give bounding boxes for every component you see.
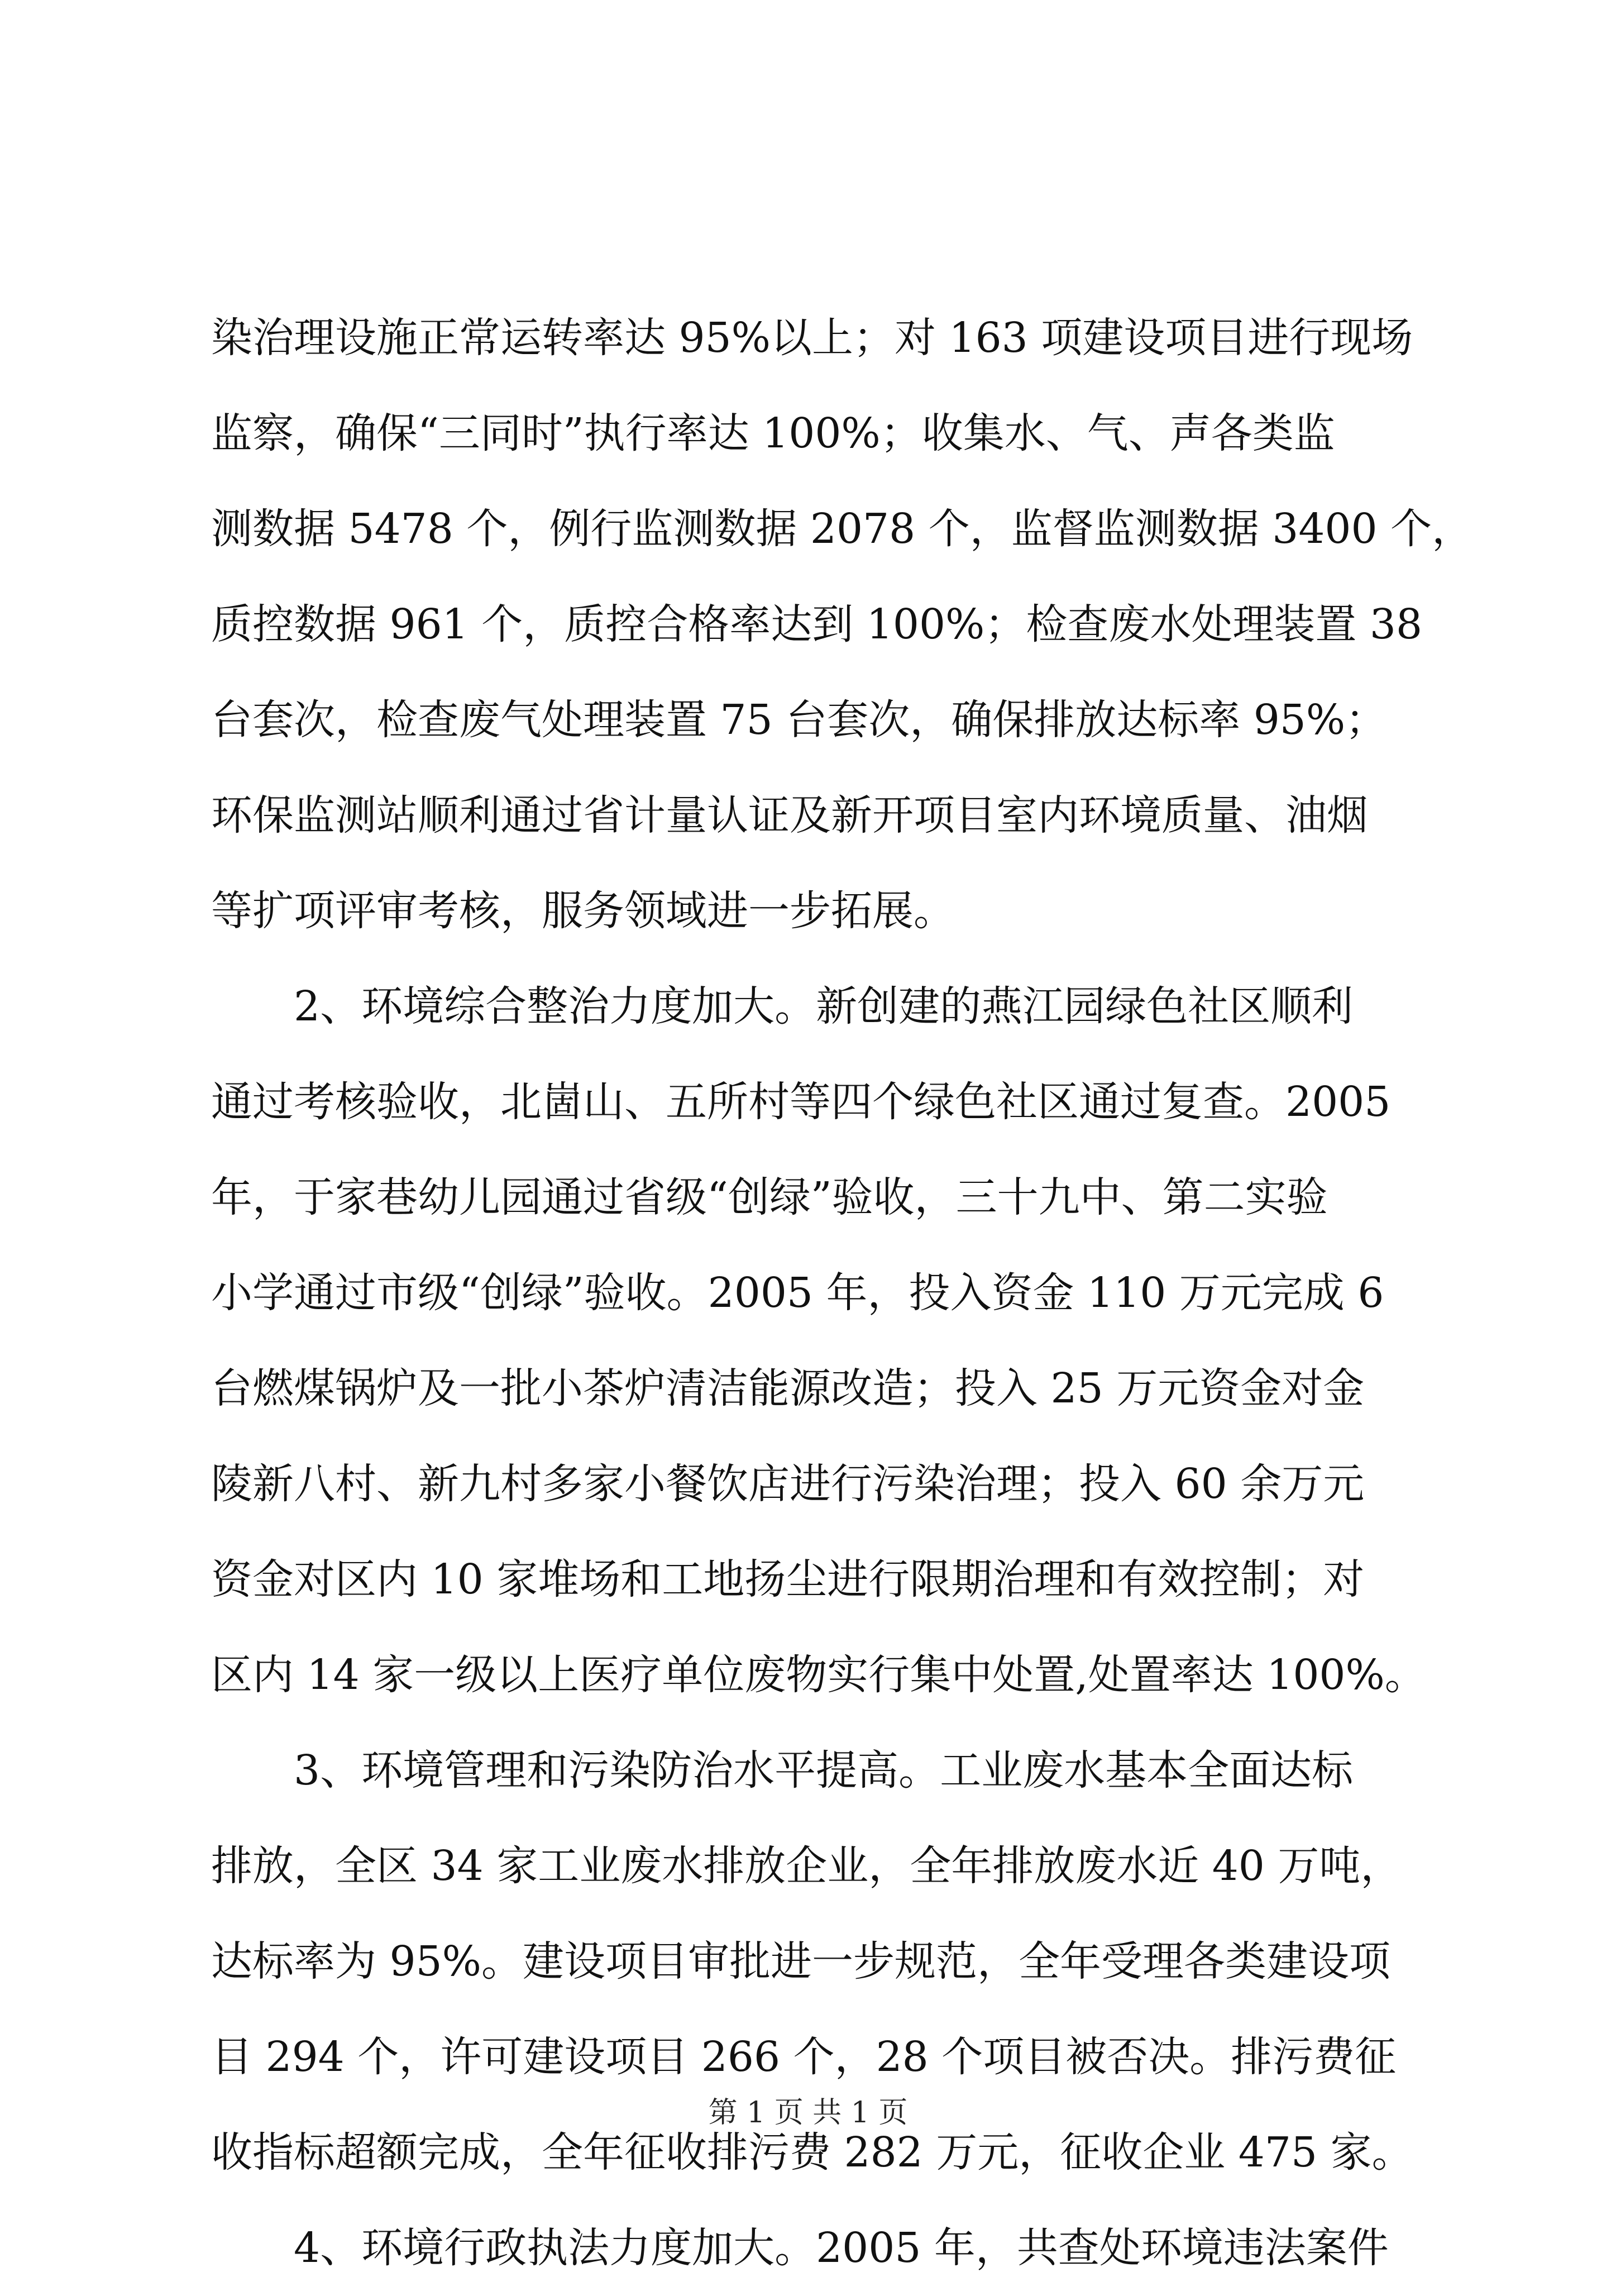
- text-line: 染治理设施正常运转率达 95%以上；对 163 项建设项目进行现场: [211, 314, 1413, 362]
- text-line: 达标率为 95%。建设项目审批进一步规范，全年受理各类建设项: [211, 1937, 1390, 1985]
- text-line: 台燃煤锅炉及一批小茶炉清洁能源改造；投入 25 万元资金对金: [211, 1364, 1365, 1412]
- page-footer: 第 1 页 共 1 页: [708, 2096, 908, 2130]
- text-line: 收指标超额完成，全年征收排污费 282 万元，征收企业 475 家。: [211, 2128, 1413, 2176]
- text-line: 质控数据 961 个，质控合格率达到 100%；检查废水处理装置 38: [211, 600, 1423, 648]
- text-line: 排放，全区 34 家工业废水排放企业，全年排放废水近 40 万吨，: [211, 1842, 1402, 1890]
- text-line: 环保监测站顺利通过省计量认证及新开项目室内环境质量、油烟: [211, 791, 1368, 839]
- text-line: 资金对区内 10 家堆场和工地扬尘进行限期治理和有效控制；对: [211, 1555, 1365, 1603]
- text-line: 等扩项评审考核，服务领域进一步拓展。: [211, 887, 955, 935]
- text-line: 通过考核验收，北崮山、五所村等四个绿色社区通过复查。2005: [211, 1078, 1391, 1126]
- text-line: 区内 14 家一级以上医疗单位废物实行集中处置,处置率达 100%。: [211, 1651, 1426, 1699]
- text-line: 年，于家巷幼儿园通过省级“创绿”验收，三十九中、第二实验: [211, 1173, 1328, 1221]
- text-line: 监察，确保“三同时”执行率达 100%；收集水、气、声各类监: [211, 409, 1335, 457]
- paragraph-3-first-line: 3、环境管理和污染防治水平提高。工业废水基本全面达标: [294, 1746, 1354, 1794]
- paragraph-4-first-line: 4、环境行政执法力度加大。2005 年，共查处环境违法案件: [294, 2224, 1389, 2272]
- text-line: 陵新八村、新九村多家小餐饮店进行污染治理；投入 60 余万元: [211, 1460, 1365, 1508]
- document-body: [211, 290, 1474, 2296]
- text-line: 目 294 个，许可建设项目 266 个，28 个项目被否决。排污费征: [211, 2033, 1397, 2081]
- text-line: 小学通过市级“创绿”验收。2005 年，投入资金 110 万元完成 6: [211, 1269, 1384, 1317]
- text-line: 台套次，检查废气处理装置 75 台套次，确保排放达标率 95%；: [211, 696, 1387, 744]
- text-line: 测数据 5478 个，例行监测数据 2078 个，监督监测数据 3400 个，: [211, 505, 1474, 553]
- paragraph-2-first-line: 2、环境综合整治力度加大。新创建的燕江园绿色社区顺利: [294, 982, 1354, 1030]
